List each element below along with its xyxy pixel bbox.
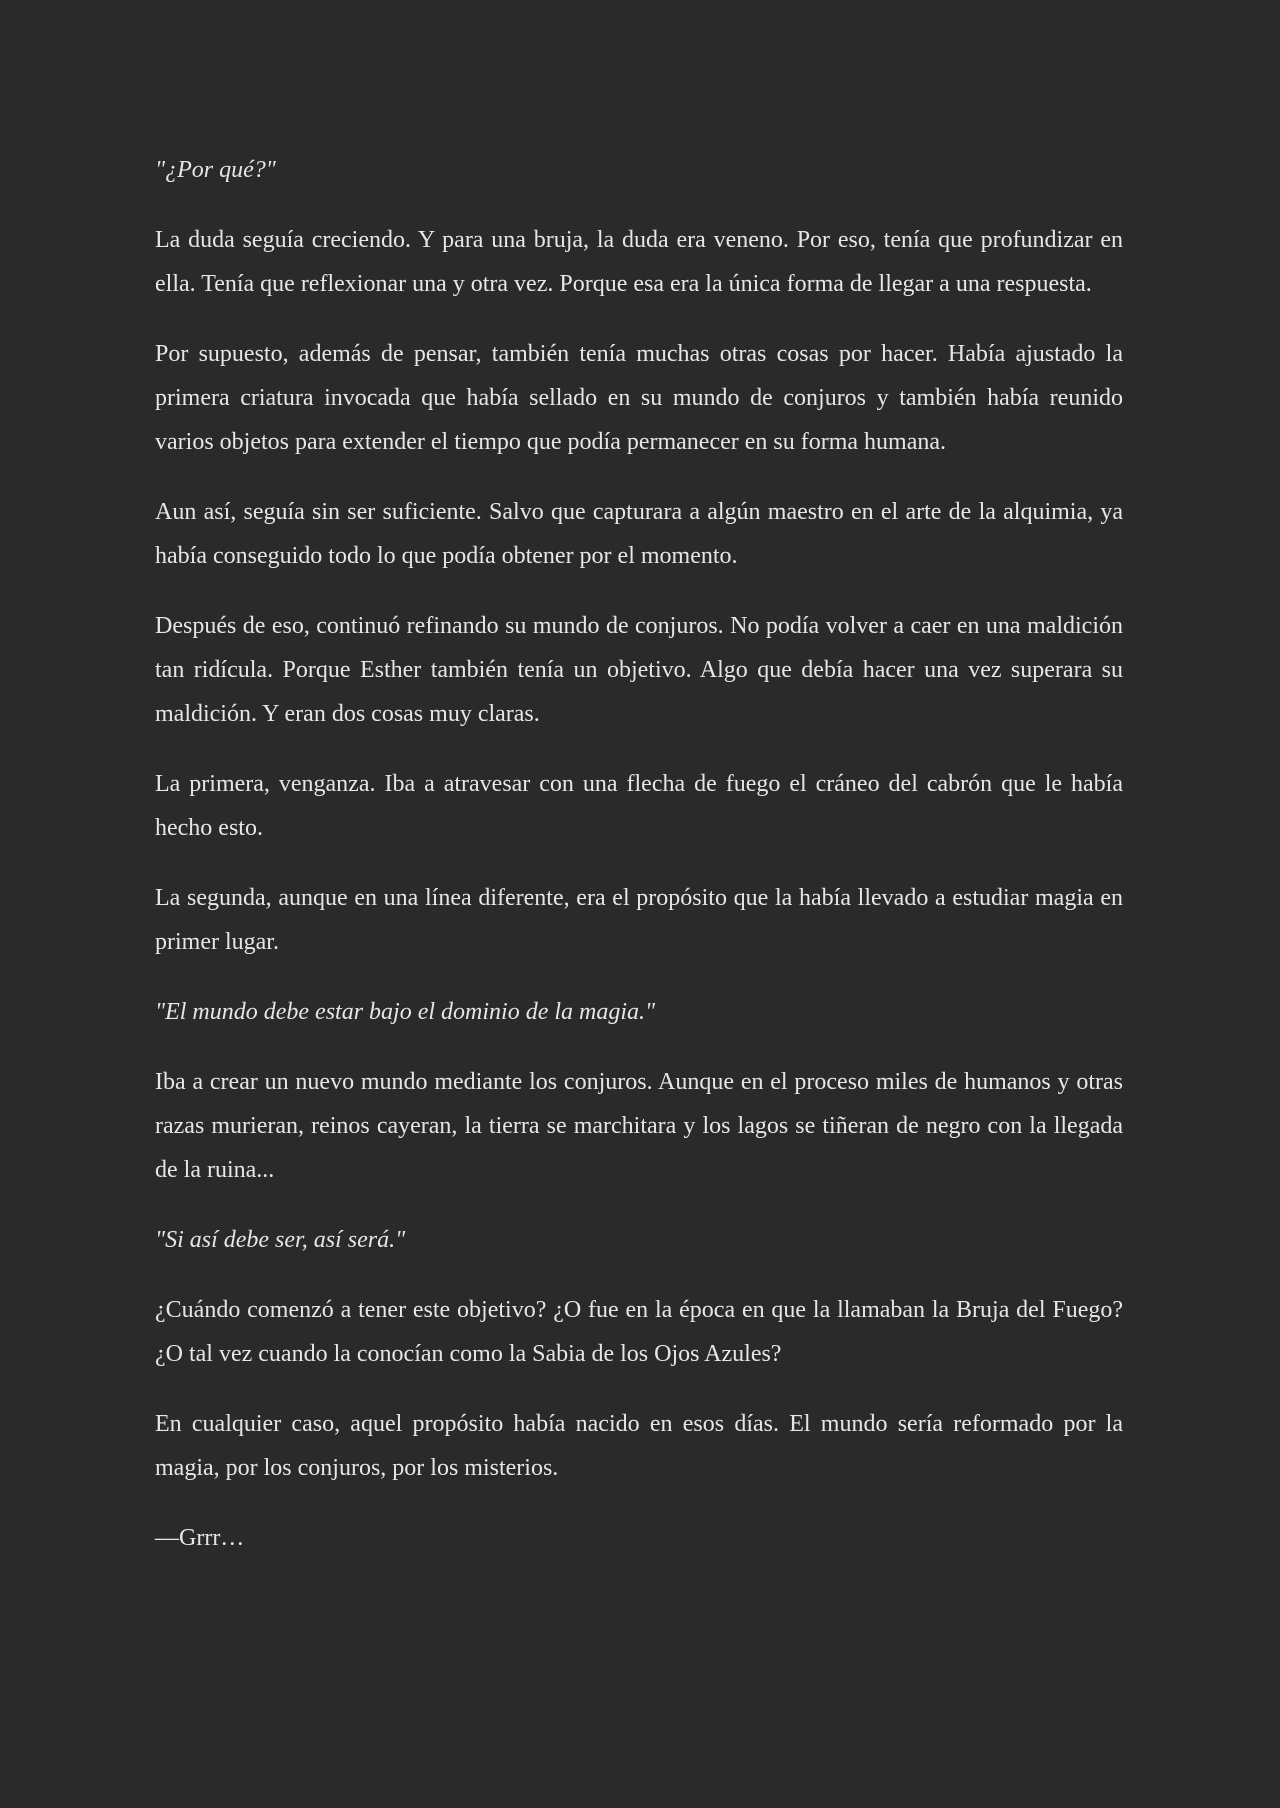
- body-paragraph: Iba a crear un nuevo mundo mediante los conjuros. Aunque en el proceso miles de humanos y otras razas murieran, reinos cayeran, la tierra se marchitara y los lagos se tiñeran de negro con la llegada de la ruina...: [155, 1069, 1123, 1183]
- dialogue-line: —Grrr…: [155, 1525, 245, 1551]
- dialogue-line: "Si así debe ser, así será.": [155, 1227, 406, 1253]
- dialogue-line: "El mundo debe estar bajo el dominio de la magia.": [155, 999, 656, 1025]
- body-paragraph: La primera, venganza. Iba a atravesar con una flecha de fuego el cráneo del cabrón que le había hecho esto.: [155, 771, 1123, 841]
- body-paragraph: La duda seguía creciendo. Y para una bruja, la duda era veneno. Por eso, tenía que profundizar en ella. Tenía que reflexionar una y otra vez. Porque esa era la única forma de llegar a una respuesta.: [155, 227, 1123, 297]
- body-paragraph: Por supuesto, además de pensar, también tenía muchas otras cosas por hacer. Había ajustado la primera criatura invocada que había sellado en su mundo de conjuros y también había reunido varios objetos para extender el tiempo que podía permanecer en su forma humana.: [155, 341, 1123, 455]
- body-paragraph: Después de eso, continuó refinando su mundo de conjuros. No podía volver a caer en una maldición tan ridícula. Porque Esther también tenía un objetivo. Algo que debía hacer una vez superara su maldición. Y eran dos cosas muy claras.: [155, 613, 1123, 727]
- body-paragraph: ¿Cuándo comenzó a tener este objetivo? ¿O fue en la época en que la llamaban la Bruja del Fuego? ¿O tal vez cuando la conocían como la Sabia de los Ojos Azules?: [155, 1297, 1123, 1367]
- body-paragraph: La segunda, aunque en una línea diferente, era el propósito que la había llevado a estudiar magia en primer lugar.: [155, 885, 1123, 955]
- document-page: [155, 148, 1123, 1586]
- body-paragraph: Aun así, seguía sin ser suficiente. Salvo que capturara a algún maestro en el arte de la alquimia, ya había conseguido todo lo que podía obtener por el momento.: [155, 499, 1123, 569]
- body-paragraph: En cualquier caso, aquel propósito había nacido en esos días. El mundo sería reformado por la magia, por los conjuros, por los misterios.: [155, 1411, 1123, 1481]
- dialogue-line: "¿Por qué?": [155, 157, 276, 183]
